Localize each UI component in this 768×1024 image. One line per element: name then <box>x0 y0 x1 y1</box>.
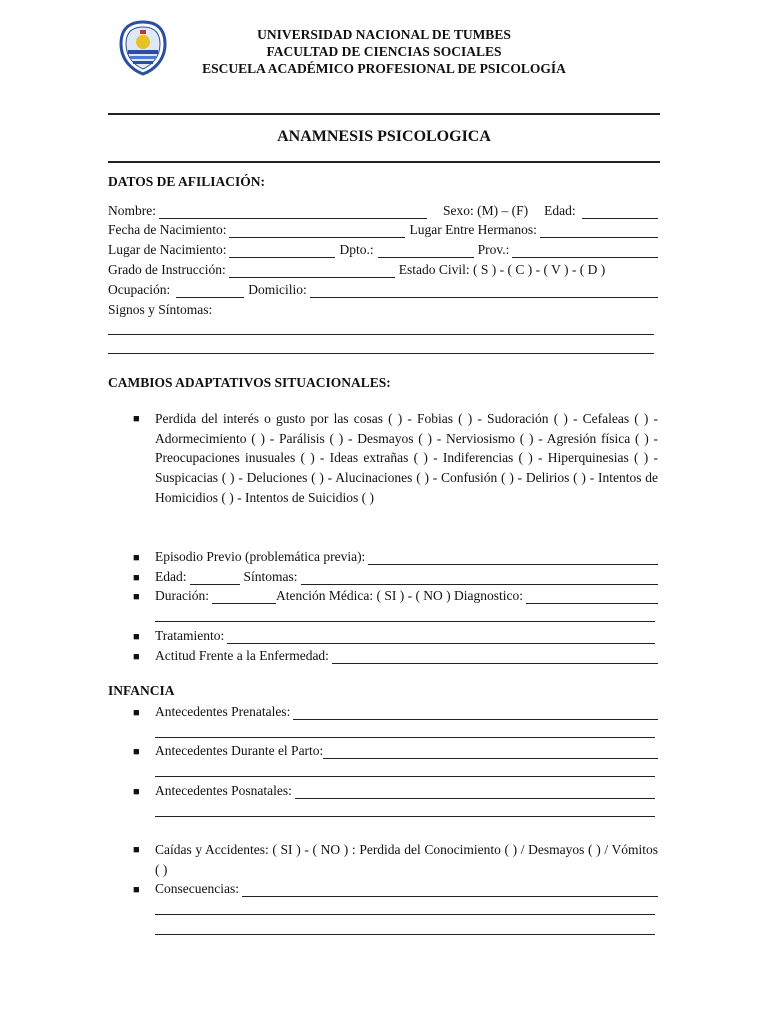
field-lugar-nacimiento[interactable] <box>229 244 335 258</box>
header-faculty: FACULTAD DE CIENCIAS SOCIALES <box>266 44 502 59</box>
bullet-icon: ■ <box>133 591 140 603</box>
label-nombre: Nombre: <box>108 203 156 218</box>
field-parto-line-2[interactable] <box>155 776 655 777</box>
bullet-icon: ■ <box>133 746 140 758</box>
field-diagnostico[interactable] <box>526 590 658 604</box>
row-edad-sintomas <box>155 567 658 585</box>
field-signos-line-2[interactable] <box>108 353 654 354</box>
label-estado-civil: Estado Civil: ( S ) - ( C ) - ( V ) - ( D ) <box>398 262 606 277</box>
bullet-icon: ■ <box>133 631 140 643</box>
row-ocupacion <box>108 280 658 298</box>
row-nombre <box>108 201 658 219</box>
bullet-icon: ■ <box>133 844 140 856</box>
field-prenatales-line-2[interactable] <box>155 737 655 738</box>
header-divider <box>108 113 660 115</box>
label-atencion-medica: Atención Médica: ( SI ) - ( NO ) Diagnostico: <box>275 588 524 603</box>
label-grado: Grado de Instrucción: <box>108 262 226 277</box>
header-school: ESCUELA ACADÉMICO PROFESIONAL DE PSICOLOGÍA <box>202 61 566 76</box>
field-consecuencias[interactable] <box>242 883 658 897</box>
row-duracion <box>155 586 658 604</box>
field-fecha-nacimiento[interactable] <box>229 224 405 238</box>
label-ocupacion: Ocupación: <box>108 282 171 297</box>
label-consecuencias: Consecuencias: <box>155 881 239 896</box>
bullet-icon: ■ <box>133 884 140 896</box>
row-actitud <box>155 646 658 664</box>
row-tratamiento <box>155 626 655 644</box>
row-grado <box>108 260 658 278</box>
field-cambios-sintomas[interactable] <box>301 571 658 585</box>
field-tratamiento[interactable] <box>227 630 655 644</box>
label-prenatales: Antecedentes Prenatales: <box>155 704 291 719</box>
section-heading-cambios: CAMBIOS ADAPTATIVOS SITUACIONALES: <box>108 375 391 390</box>
section-heading-infancia: INFANCIA <box>108 683 175 698</box>
institution-header <box>0 26 768 77</box>
row-posnatales <box>155 781 655 799</box>
label-cambios-edad: Edad: <box>155 569 187 584</box>
label-domicilio: Domicilio: <box>248 282 307 297</box>
label-prov: Prov.: <box>477 242 510 257</box>
field-posnatales-line-2[interactable] <box>155 816 655 817</box>
header-university: UNIVERSIDAD NACIONAL DE TUMBES <box>257 27 511 42</box>
field-parto[interactable] <box>323 745 658 759</box>
label-parto: Antecedentes Durante el Parto: <box>155 743 324 758</box>
document-title: ANAMNESIS PSICOLOGICA <box>277 128 491 145</box>
field-cambios-edad[interactable] <box>190 571 240 585</box>
label-duracion: Duración: <box>155 588 209 603</box>
field-consecuencias-line-3[interactable] <box>155 934 655 935</box>
field-prov[interactable] <box>512 244 658 258</box>
label-sexo: Sexo: (M) – (F) <box>443 203 529 218</box>
label-lugar-nacimiento: Lugar de Nacimiento: <box>108 242 227 257</box>
label-lugar-hermanos: Lugar Entre Hermanos: <box>409 222 537 237</box>
bullet-icon: ■ <box>133 651 140 663</box>
label-cambios-sintomas: Síntomas: <box>243 569 298 584</box>
row-consecuencias <box>155 879 658 897</box>
label-fecha-nacimiento: Fecha de Nacimiento: <box>108 222 227 237</box>
row-prenatales <box>155 702 658 720</box>
field-lugar-hermanos[interactable] <box>540 224 658 238</box>
label-tratamiento: Tratamiento: <box>155 628 225 643</box>
field-ocupacion[interactable] <box>176 284 244 298</box>
caidas-accidentes[interactable]: Caídas y Accidentes: ( SI ) - ( NO ) : Perdida del Conocimiento ( ) / Desmayos ( ) / Vómitos ( ) <box>155 842 658 877</box>
row-signos <box>108 300 658 318</box>
label-actitud: Actitud Frente a la Enfermedad: <box>155 648 329 663</box>
row-lugar <box>108 240 658 258</box>
bullet-icon: ■ <box>133 413 140 425</box>
label-posnatales: Antecedentes Posnatales: <box>155 783 292 798</box>
label-episodio-previo: Episodio Previo (problemática previa): <box>155 549 366 564</box>
label-dpto: Dpto.: <box>339 242 374 257</box>
section-heading-afiliacion: DATOS DE AFILIACIÓN: <box>108 174 266 189</box>
field-edad[interactable] <box>582 205 658 219</box>
field-signos-line-1[interactable] <box>108 334 654 335</box>
field-actitud[interactable] <box>332 650 658 664</box>
bullet-icon: ■ <box>133 786 140 798</box>
label-edad: Edad: <box>544 203 576 218</box>
field-consecuencias-line-2[interactable] <box>155 914 655 915</box>
field-prenatales[interactable] <box>293 706 658 720</box>
row-fecha <box>108 220 658 238</box>
row-episodio <box>155 547 658 565</box>
field-diagnostico-line-2[interactable] <box>155 621 655 622</box>
bullet-icon: ■ <box>133 572 140 584</box>
field-posnatales[interactable] <box>295 785 655 799</box>
bullet-icon: ■ <box>133 552 140 564</box>
title-divider <box>108 161 660 163</box>
row-parto <box>155 741 658 759</box>
sintomas-checklist[interactable]: Perdida del interés o gusto por las cosas ( ) - Fobias ( ) - Sudoración ( ) - Cefaleas ( ) - Adormecimiento ( ) - Parálisis ( ) - Desmayos ( ) - Nerviosismo ( ) - Agresión física ( ) - Preocupaciones inusuales ( ) - Ideas extrañas ( ) - Indiferencias ( ) - Hiperquinesias ( ) - Suspicacias ( ) - Deluciones ( ) - Alucinaciones ( ) - Confusión ( ) - Delirios ( ) - Intentos de Homicidios ( ) - Intentos de Suicidios ( ) <box>155 411 658 505</box>
field-duracion[interactable] <box>212 590 276 604</box>
field-nombre[interactable] <box>159 205 427 219</box>
field-grado[interactable] <box>229 264 395 278</box>
label-signos-sintomas: Signos y Síntomas: <box>108 302 213 317</box>
field-episodio-previo[interactable] <box>368 551 658 565</box>
bullet-icon: ■ <box>133 707 140 719</box>
field-dpto[interactable] <box>378 244 474 258</box>
field-domicilio[interactable] <box>310 284 658 298</box>
